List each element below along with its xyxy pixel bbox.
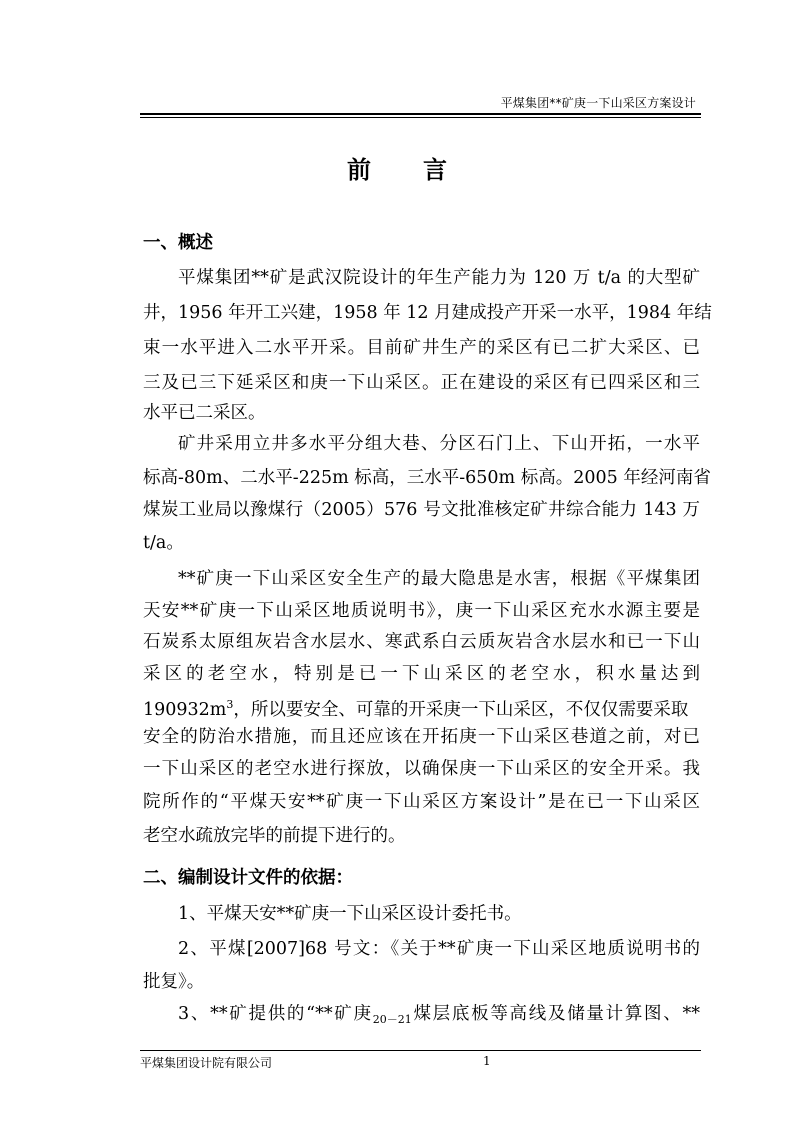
paragraph-line: 井，1956 年开工兴建，1958 年 12 月建成投产开采一水平，1984 年结 <box>143 303 712 323</box>
paragraph-line: 三及已三下延采区和庚一下山采区。正在建设的采区有已四采区和三 <box>143 373 700 393</box>
paragraph-line: 采区的老空水，特别是已一下山采区的老空水，积水量达到 <box>143 664 700 684</box>
section-heading-overview: 一、概述 <box>143 233 213 253</box>
paragraph-line: t/a。 <box>143 533 184 553</box>
water-volume: 190932m <box>143 700 227 720</box>
seam-subscript: 20－21 <box>372 1013 412 1026</box>
paragraph-line: 安全的防治水措施，而且还应该在开拓庚一下山采区巷道之前，对已 <box>143 727 700 747</box>
line-text: 煤层底板等高线及储量计算图、** <box>411 1004 700 1024</box>
header-rule <box>140 113 701 115</box>
footer-rule <box>140 1050 701 1051</box>
paragraph-line: 束一水平进入二水平开采。目前矿井生产的采区有已二扩大采区、已 <box>143 338 700 358</box>
paragraph-line: 天安**矿庚一下山采区地质说明书》，庚一下山采区充水水源主要是 <box>143 601 700 621</box>
header-rule-thin <box>140 117 701 118</box>
line-text: 3、**矿提供的“**矿庚 <box>178 1004 373 1024</box>
list-item: 1、平煤天安**矿庚一下山采区设计委托书。 <box>178 904 522 924</box>
paragraph-line: 一下山采区的老空水进行探放，以确保庚一下山采区的安全开采。我 <box>143 759 700 779</box>
unit-superscript: 3 <box>226 698 234 711</box>
paragraph-line: 老空水疏放完毕的前提下进行的。 <box>143 826 406 846</box>
paragraph-line: 水平已二采区。 <box>143 403 266 423</box>
list-item <box>178 1003 700 1031</box>
paragraph-line: 煤炭工业局以豫煤行（2005）576 号文批准核定矿井综合能力 143 万 <box>143 500 700 520</box>
paragraph-line <box>143 694 700 721</box>
paragraph-line: 石炭系太原组灰岩含水层水、寒武系白云质灰岩含水层水和已一下山 <box>143 632 700 652</box>
section-heading-basis: 二、编制设计文件的依据： <box>143 868 353 888</box>
running-header: 平煤集团**矿庚一下山采区方案设计 <box>500 96 696 110</box>
paragraph-line: **矿庚一下山采区安全生产的最大隐患是水害，根据《平煤集团 <box>178 569 700 589</box>
page-number: 1 <box>483 1054 491 1068</box>
paragraph-line: 标高-80m、二水平-225m 标高，三水平-650m 标高。2005 年经河南省 <box>143 468 711 488</box>
list-item-continuation: 批复》。 <box>143 972 205 992</box>
line-text: ，所以要安全、可靠的开采庚一下山采区，不仅仅需要采取 <box>233 700 689 720</box>
footer-company: 平煤集团设计院有限公司 <box>140 1056 273 1070</box>
paragraph-line: 平煤集团**矿是武汉院设计的年生产能力为 120 万 t/a 的大型矿 <box>178 268 700 288</box>
paragraph-line: 矿井采用立井多水平分组大巷、分区石门上、下山开拓，一水平 <box>178 434 700 454</box>
list-item: 2、平煤[2007]68 号文：《关于**矿庚一下山采区地质说明书的 <box>178 939 700 959</box>
page-title: 前言 <box>347 156 499 184</box>
paragraph-line: 院所作的“平煤天安**矿庚一下山采区方案设计”是在已一下山采区 <box>143 792 700 812</box>
